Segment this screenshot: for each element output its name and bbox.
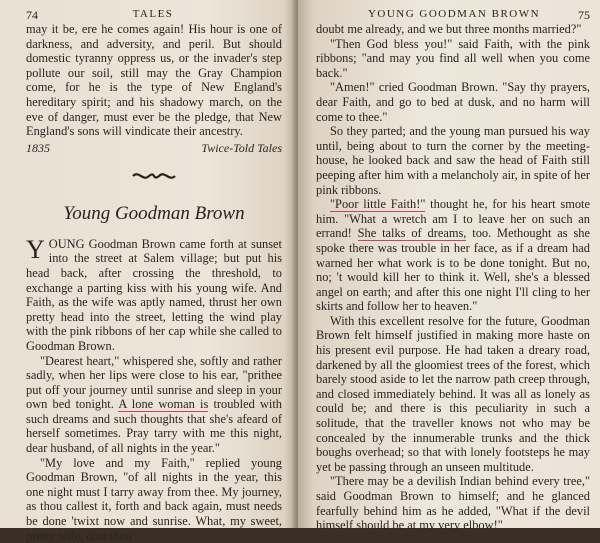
paragraph-5-end: too. Methought as she spoke there was trouble in her face, as if a dream had warned her what work is to be done tonight. But no, no; 't would kill her to think it. Well, she's a blessed angel on earth; and after this one night I'll cling to her skirts and follow her to heaven.": [316, 226, 590, 314]
drop-cap: Y: [26, 234, 45, 264]
paragraph-5-mid: thought he, for his heart smote him. "What a wretch am I to leave her on such an errand!: [316, 197, 591, 241]
paragraph-1-text: OUNG Goodman Brown came forth at sunset into the street at Salem village; but put his head back, after crossing the threshold, to exchange a parting kiss with his young wife. And Faith, as the wife was aptly named, thrust her own pretty head into the street, letting the wind play with the pink ribbons of her cap while she called to Goodman Brown.: [26, 236, 282, 353]
right-running-head: YOUNG GOODMAN BROWN: [367, 8, 541, 20]
right-paragraph-7: "There may be a devilish Indian behind every tree," said Goodman Brown to himself; and he glanced fearfully behind him as he added, "What if the devil himself should be at my very elbow!": [316, 474, 590, 533]
paragraph-2-end: troubled with such dreams and such thoughts that she's afeard of herself sometimes. Pray tarry with me this night, dear husband, of all nights in the year.": [26, 397, 282, 456]
right-paragraph-4: So they parted; and the young man pursued his way until, being about to turn the corner by the meeting-house, he looked back and saw the head of Faith still peeping after him with a melancholy air, in spite of her pink ribbons.: [316, 124, 590, 197]
attribution: Twice-Told Tales: [201, 140, 282, 155]
highlighted-phrase-1: "Poor little Faith!": [330, 197, 426, 212]
attribution-row: [26, 141, 282, 155]
story-paragraph-2: [26, 354, 282, 456]
right-paragraph-5: [316, 197, 590, 314]
highlighted-phrase-2: She talks of dreams,: [357, 226, 467, 241]
story-title: Young Goodman Brown: [63, 202, 245, 224]
highlighted-phrase: A lone woman is: [118, 397, 209, 412]
right-paragraph-1: doubt me already, and we but three months married?": [316, 22, 582, 36]
story-paragraph-1: [26, 234, 282, 354]
right-page-header: [316, 8, 590, 22]
story-paragraph-3: "My love and my Faith," replied young Goodman Brown, "of all nights in the year, this one night must I tarry away from thee. My journey, as thou callest it, forth and back again, must needs be done 'twixt now and sunrise. What, my sweet, pretty wife, dost thou: [26, 455, 282, 543]
flourish-icon: [131, 170, 177, 182]
left-running-head: TALES: [132, 8, 174, 20]
right-page: [298, 0, 600, 533]
gray-champion-ending: may it be, ere he comes again! His hour is one of darkness, and adversity, and peril. But should domestic tyranny oppress us, or the invader's step pollute our soil, still may the Gray Champion come, for he is the type of New England's hereditary spirit; and his shadowy march, on the eve of danger, must ever be the pledge, that New England's sons will vindicate their ancestry.: [26, 22, 282, 139]
right-paragraph-3: "Amen!" cried Goodman Brown. "Say thy prayers, dear Faith, and go to bed at dusk, and no harm will come to thee.": [316, 80, 590, 124]
right-page-number: 75: [577, 8, 590, 22]
paragraph-2-start: "Dearest heart," whispered she, softly and rather sadly, when her lips were close to his ear, "prithee put off your journey until sunrise and sleep in your own bed tonight.: [26, 353, 282, 412]
ornament-flourish: [26, 169, 282, 183]
left-page-number: 74: [26, 8, 38, 22]
right-paragraph-2: "Then God bless you!" said Faith, with the pink ribbons; "and may you find all well when you come back.": [316, 36, 590, 80]
left-page: [0, 0, 296, 543]
publication-date: 1835: [26, 140, 50, 155]
right-paragraph-6: With this excellent resolve for the future, Goodman Brown felt himself justified in making more haste on his present evil purpose. He had taken a dreary road, darkened by all the gloomiest trees of the forest, which barely stood aside to let the narrow path creep through, and closed immediately behind. It was all as lonely as could be; and there is this peculiarity in such a solitude, that the traveller knows not who may be concealed by the innumerable trunks and the thick boughs overhead; so that with lonely footsteps he may yet be passing through an unseen multitude.: [316, 313, 590, 474]
left-page-header: [26, 8, 282, 22]
